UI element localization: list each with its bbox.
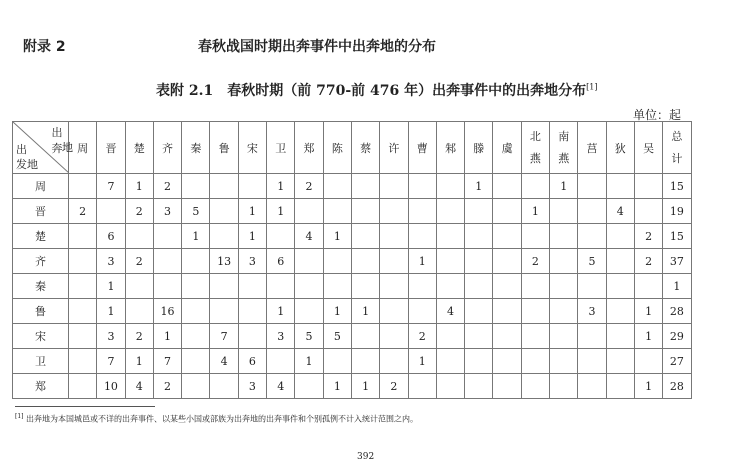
table-cell: [295, 374, 323, 399]
table-cell: 1: [323, 299, 351, 324]
table-cell: [153, 249, 181, 274]
table-cell: [550, 274, 578, 299]
table-cell: [69, 274, 97, 299]
table-cell: [351, 274, 379, 299]
table-cell: 2: [69, 199, 97, 224]
table-title: [156, 80, 597, 100]
table-cell: [380, 349, 408, 374]
table-cell: 2: [634, 249, 662, 274]
table-cell: 15: [663, 224, 691, 249]
column-header: [267, 122, 295, 174]
table-cell: [408, 174, 436, 199]
table-cell: [634, 274, 662, 299]
table-cell: 27: [663, 349, 691, 374]
column-header: [295, 122, 323, 174]
column-header: [578, 122, 606, 174]
table-cell: 4: [267, 374, 295, 399]
table-cell: [351, 224, 379, 249]
table-cell: [351, 349, 379, 374]
column-header-label: 虞: [501, 141, 513, 155]
column-header: [97, 122, 125, 174]
row-header: 周: [13, 174, 69, 199]
table-cell: [465, 224, 493, 249]
corner-origin-label: 出: [16, 143, 27, 156]
table-cell: 10: [97, 374, 125, 399]
table-cell: 1: [295, 349, 323, 374]
corner-destination-label-2: 地: [62, 141, 73, 154]
column-header-label: 周: [77, 141, 89, 155]
table-cell: 2: [125, 249, 153, 274]
table-cell: 3: [578, 299, 606, 324]
row-header: 齐: [13, 249, 69, 274]
column-header-label: 北燕: [529, 129, 541, 165]
table-row: [13, 224, 692, 249]
table-cell: [323, 174, 351, 199]
table-cell: [465, 324, 493, 349]
table-cell: [578, 374, 606, 399]
table-row: [13, 174, 692, 199]
table-cell: [578, 349, 606, 374]
column-header-label: 楚: [133, 141, 145, 155]
appendix-label: 附录 2: [23, 39, 66, 55]
table-row: [13, 374, 692, 399]
table-cell: [69, 324, 97, 349]
table-cell: 1: [125, 174, 153, 199]
table-cell: [493, 299, 521, 324]
column-header-label: 南燕: [558, 129, 570, 165]
table-cell: 1: [634, 324, 662, 349]
table-cell: [436, 224, 464, 249]
table-row: [13, 274, 692, 299]
table-cell: 28: [663, 299, 691, 324]
table-cell: [493, 174, 521, 199]
table-cell: 2: [125, 324, 153, 349]
page-number: 392: [357, 452, 375, 462]
table-cell: [521, 174, 549, 199]
column-header-label: 邾: [445, 141, 456, 155]
table-cell: [465, 249, 493, 274]
table-cell: 2: [153, 374, 181, 399]
table-cell: 1: [465, 174, 493, 199]
table-cell: [521, 374, 549, 399]
table-row: [13, 249, 692, 274]
column-header: [323, 122, 351, 174]
column-header: [436, 122, 464, 174]
table-cell: [578, 174, 606, 199]
table-cell: [380, 224, 408, 249]
table-cell: 19: [663, 199, 691, 224]
table-cell: 16: [153, 299, 181, 324]
column-header: [493, 122, 521, 174]
table-cell: [521, 324, 549, 349]
table-cell: 1: [125, 349, 153, 374]
table-cell: [238, 274, 266, 299]
table-cell: [578, 199, 606, 224]
column-header-label: 许: [388, 141, 400, 155]
column-header: [634, 122, 662, 174]
table-cell: 1: [634, 374, 662, 399]
table-row: [13, 349, 692, 374]
table-cell: [493, 224, 521, 249]
table-cell: [521, 274, 549, 299]
table-cell: 3: [97, 249, 125, 274]
table-cell: [578, 224, 606, 249]
table-cell: 5: [182, 199, 210, 224]
table-cell: [521, 224, 549, 249]
table-cell: [351, 174, 379, 199]
table-cell: [606, 324, 634, 349]
table-cell: 5: [295, 324, 323, 349]
table-cell: [408, 199, 436, 224]
table-cell: [210, 374, 238, 399]
table-cell: [153, 224, 181, 249]
table-cell: 7: [153, 349, 181, 374]
distribution-table: [12, 121, 692, 399]
table-cell: 2: [408, 324, 436, 349]
table-cell: [550, 249, 578, 274]
table-cell: [351, 324, 379, 349]
table-cell: [436, 349, 464, 374]
table-cell: [606, 224, 634, 249]
table-cell: 1: [97, 299, 125, 324]
table-cell: [69, 299, 97, 324]
table-cell: [351, 249, 379, 274]
table-cell: 1: [182, 224, 210, 249]
unit-label: 单位：起: [633, 108, 682, 122]
table-cell: [267, 274, 295, 299]
table-cell: [380, 174, 408, 199]
table-cell: 7: [97, 174, 125, 199]
table-cell: [436, 174, 464, 199]
table-cell: 3: [267, 324, 295, 349]
table-cell: [380, 324, 408, 349]
table-cell: [210, 299, 238, 324]
column-header-label: 晋: [105, 141, 117, 155]
column-header: [465, 122, 493, 174]
corner-cell: [13, 122, 73, 174]
table-cell: 1: [153, 324, 181, 349]
chapter-title: 春秋战国时期出奔事件中出奔地的分布: [198, 39, 436, 55]
table-cell: [436, 374, 464, 399]
footnote-divider: [15, 406, 155, 407]
table-cell: 1: [351, 374, 379, 399]
table-cell: [465, 199, 493, 224]
table-cell: [550, 349, 578, 374]
table-cell: [267, 349, 295, 374]
table-cell: [634, 199, 662, 224]
table-cell: 4: [125, 374, 153, 399]
table-cell: 5: [578, 249, 606, 274]
footnote-mark: [1]: [15, 413, 24, 420]
table-cell: [380, 249, 408, 274]
row-header: 卫: [13, 349, 69, 374]
table-cell: [465, 299, 493, 324]
footnote-reference: [1]: [586, 82, 598, 92]
table-cell: [238, 324, 266, 349]
column-header-label: 蔡: [360, 141, 372, 155]
footnote: [15, 413, 418, 425]
row-header: 郑: [13, 374, 69, 399]
table-cell: [408, 224, 436, 249]
table-cell: [380, 299, 408, 324]
column-header-label: 陈: [331, 141, 343, 155]
table-cell: 2: [295, 174, 323, 199]
column-header-label: 秦: [190, 141, 202, 155]
column-header: [351, 122, 379, 174]
table-cell: 15: [663, 174, 691, 199]
column-header-label: 吴: [643, 141, 655, 155]
table-cell: 37: [663, 249, 691, 274]
table-cell: 1: [351, 299, 379, 324]
table-cell: 2: [153, 174, 181, 199]
column-header: [408, 122, 436, 174]
column-header: [210, 122, 238, 174]
column-header: [663, 122, 691, 174]
table-cell: 2: [521, 249, 549, 274]
table-cell: 4: [210, 349, 238, 374]
table-cell: 1: [550, 174, 578, 199]
table-cell: [465, 274, 493, 299]
column-header-label: 郑: [303, 141, 315, 155]
table-cell: [550, 224, 578, 249]
corner-origin-label-2: 发地: [16, 158, 38, 171]
table-cell: 1: [238, 224, 266, 249]
row-header: 晋: [13, 199, 69, 224]
column-header-label: 滕: [473, 141, 485, 155]
table-cell: 1: [663, 274, 691, 299]
table-cell: [323, 199, 351, 224]
table-cell: [493, 349, 521, 374]
table-cell: [380, 274, 408, 299]
table-cell: 4: [436, 299, 464, 324]
table-cell: [634, 174, 662, 199]
table-cell: [550, 199, 578, 224]
row-header: 秦: [13, 274, 69, 299]
table-title-text: 表附 2.1 春秋时期（前 770-前 476 年）出奔事件中的出奔地分布: [156, 83, 587, 99]
table-cell: 6: [267, 249, 295, 274]
table-cell: [465, 349, 493, 374]
table-cell: [493, 199, 521, 224]
table-cell: [408, 299, 436, 324]
table-cell: [69, 224, 97, 249]
table-cell: [295, 199, 323, 224]
column-header: [182, 122, 210, 174]
table-cell: 3: [238, 249, 266, 274]
table-cell: [182, 299, 210, 324]
column-header-label: 狄: [614, 141, 626, 155]
table-cell: [436, 274, 464, 299]
table-cell: [465, 374, 493, 399]
table-cell: 1: [408, 349, 436, 374]
column-header: [380, 122, 408, 174]
table-cell: [606, 249, 634, 274]
table-cell: 5: [323, 324, 351, 349]
table-cell: 13: [210, 249, 238, 274]
table-cell: [323, 349, 351, 374]
table-row: [13, 299, 692, 324]
table-cell: [578, 274, 606, 299]
table-cell: 1: [634, 299, 662, 324]
table-cell: 6: [238, 349, 266, 374]
column-header-label: 宋: [246, 141, 258, 155]
row-header: 宋: [13, 324, 69, 349]
table-row: [13, 324, 692, 349]
column-header: [125, 122, 153, 174]
table-cell: 7: [210, 324, 238, 349]
table-cell: [69, 349, 97, 374]
table-cell: [493, 274, 521, 299]
table-cell: 7: [97, 349, 125, 374]
table-cell: 6: [97, 224, 125, 249]
column-header-label: 莒: [586, 141, 598, 155]
table-cell: [182, 374, 210, 399]
table-cell: [182, 274, 210, 299]
corner-destination-label: 出奔: [51, 126, 65, 155]
table-row: [13, 199, 692, 224]
table-cell: [125, 224, 153, 249]
table-cell: [97, 199, 125, 224]
column-header: [606, 122, 634, 174]
column-header: [521, 122, 549, 174]
table-cell: 2: [634, 224, 662, 249]
table-cell: 1: [267, 299, 295, 324]
table-cell: 1: [238, 199, 266, 224]
table-cell: [238, 174, 266, 199]
table-cell: [182, 174, 210, 199]
table-cell: [125, 299, 153, 324]
column-header: [238, 122, 266, 174]
table-cell: 28: [663, 374, 691, 399]
table-cell: [69, 374, 97, 399]
column-header-label: 齐: [162, 141, 174, 155]
table-cell: [323, 249, 351, 274]
table-cell: 1: [97, 274, 125, 299]
table-cell: 4: [606, 199, 634, 224]
table-cell: [153, 274, 181, 299]
table-cell: [578, 324, 606, 349]
table-header-row: [13, 122, 692, 174]
table-cell: [550, 299, 578, 324]
column-header: [550, 122, 578, 174]
table-cell: 1: [267, 199, 295, 224]
table-cell: 1: [323, 374, 351, 399]
table-cell: [606, 374, 634, 399]
table-cell: [351, 199, 379, 224]
table-cell: [436, 199, 464, 224]
column-header-label: 曹: [416, 141, 428, 155]
table-cell: [493, 249, 521, 274]
table-cell: [210, 199, 238, 224]
table-cell: [182, 249, 210, 274]
table-cell: [238, 299, 266, 324]
column-header-label: 鲁: [218, 141, 230, 155]
table-cell: [606, 299, 634, 324]
table-cell: 1: [408, 249, 436, 274]
table-cell: [436, 324, 464, 349]
table-cell: 1: [323, 224, 351, 249]
table-cell: 29: [663, 324, 691, 349]
footnote-text: 出奔地为本国城邑或不详的出奔事件、以某些小国或部族为出奔地的出奔事件和个别孤例不计入统计范围之内。: [26, 414, 419, 424]
table-cell: [69, 174, 97, 199]
table-cell: [125, 274, 153, 299]
table-cell: [380, 199, 408, 224]
table-cell: 2: [380, 374, 408, 399]
table-cell: [295, 249, 323, 274]
table-cell: [606, 174, 634, 199]
table-cell: [550, 374, 578, 399]
table-cell: [521, 299, 549, 324]
table-cell: [182, 349, 210, 374]
table-cell: 4: [295, 224, 323, 249]
table-cell: [550, 324, 578, 349]
table-cell: [295, 274, 323, 299]
table-cell: [606, 349, 634, 374]
table-cell: [295, 299, 323, 324]
table-cell: [69, 249, 97, 274]
column-header-label: 卫: [275, 141, 287, 155]
table-cell: 1: [267, 174, 295, 199]
table-cell: 3: [97, 324, 125, 349]
table-cell: 1: [521, 199, 549, 224]
table-cell: [606, 274, 634, 299]
table-cell: [408, 374, 436, 399]
table-cell: [493, 324, 521, 349]
table-cell: [267, 224, 295, 249]
table-cell: [210, 224, 238, 249]
table-cell: [521, 349, 549, 374]
table-cell: [493, 374, 521, 399]
table-cell: [182, 324, 210, 349]
table-cell: 3: [238, 374, 266, 399]
column-header-label: 总计: [671, 129, 683, 165]
column-header: [153, 122, 181, 174]
table-cell: [408, 274, 436, 299]
table-cell: [436, 249, 464, 274]
table-cell: 2: [125, 199, 153, 224]
table-cell: 3: [153, 199, 181, 224]
table-cell: [323, 274, 351, 299]
table-cell: [634, 349, 662, 374]
row-header: 鲁: [13, 299, 69, 324]
row-header: 楚: [13, 224, 69, 249]
table-cell: [210, 274, 238, 299]
table-cell: [210, 174, 238, 199]
